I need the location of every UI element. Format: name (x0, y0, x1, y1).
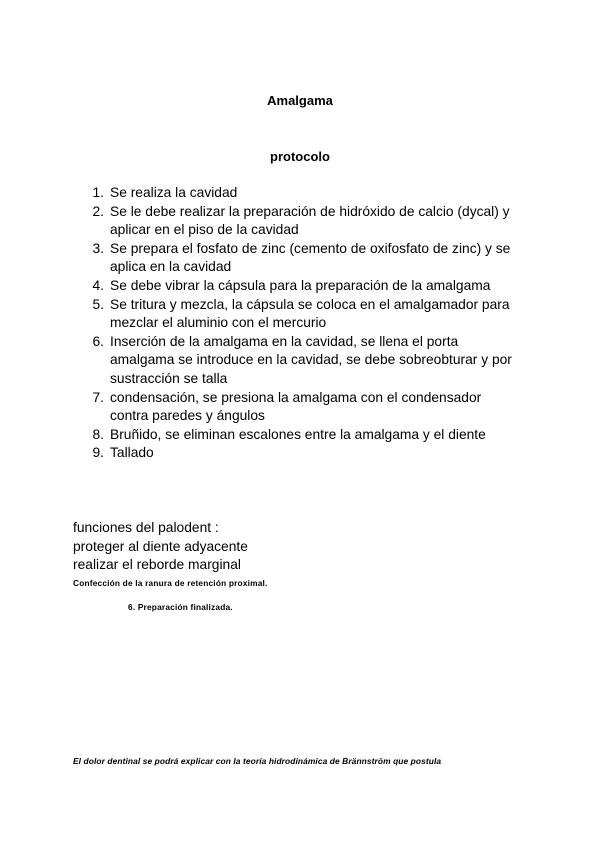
step-text-line: mezclar el aluminio con el mercurio (110, 315, 327, 331)
function-item: realizar el reborde marginal (73, 557, 241, 573)
step-number: 4. (92, 277, 104, 293)
functions-heading: funciones del palodent : (73, 520, 219, 535)
step-text-line: Tallado (110, 445, 154, 461)
step-text-line: Se debe vibrar la cápsula para la preparación de la amalgama (110, 277, 491, 293)
protocol-steps-list (74, 184, 534, 463)
protocol-step (74, 277, 534, 296)
protocol-step (74, 333, 534, 389)
step-text-line: Se prepara el fosfato de zinc (cemento de oxifosfato de zinc) y se (110, 240, 511, 256)
step-text-line: sustracción se talla (110, 370, 228, 386)
step-text-line: condensación, se presiona la amalgama con el condensador (110, 389, 482, 405)
step-number: 2. (92, 203, 104, 219)
palodent-functions (73, 519, 248, 575)
protocol-step (74, 426, 534, 445)
step-text-line: Se le debe realizar la preparación de hidróxido de calcio (dycal) y (110, 203, 510, 219)
step-number: 6. (92, 333, 104, 349)
figure-caption-finished: 6. Preparación finalizada. (128, 602, 233, 612)
step-text-line: Se realiza la cavidad (110, 185, 238, 200)
step-text-line: Bruñido, se eliminan escalones entre la amalgama y el diente (110, 426, 486, 442)
protocol-step (74, 296, 534, 333)
protocol-step (74, 389, 534, 426)
step-text-line: aplicar en el piso de la cavidad (110, 222, 299, 238)
function-item: proteger al diente adyacente (73, 538, 248, 554)
step-text-line: aplica en la cavidad (110, 259, 232, 275)
figure-caption-slot: Confección de la ranura de retención proximal. (73, 578, 268, 588)
step-text-line: amalgama se introduce en la cavidad, se debe sobreobturar y por (110, 352, 512, 368)
step-number: 9. (92, 445, 104, 461)
step-text-line: Inserción de la amalgama en la cavidad, se llena el porta (110, 333, 459, 349)
document-title: Amalgama (267, 93, 333, 108)
step-text-line: Se tritura y mezcla, la cápsula se coloca en el amalgamador para (110, 296, 510, 312)
step-number: 5. (92, 296, 104, 312)
step-text-line: contra paredes y ángulos (110, 408, 265, 424)
step-number: 8. (92, 426, 104, 442)
document-subtitle: protocolo (270, 149, 330, 164)
protocol-step (74, 184, 534, 203)
footer-note: El dolor dentinal se podrá explicar con la teoría hidrodinámica de Brännström que postula (73, 756, 442, 766)
protocol-step (74, 203, 534, 240)
step-number: 1. (92, 185, 104, 200)
step-number: 7. (92, 389, 104, 405)
protocol-step (74, 240, 534, 277)
step-number: 3. (92, 240, 104, 256)
protocol-step (74, 444, 534, 463)
